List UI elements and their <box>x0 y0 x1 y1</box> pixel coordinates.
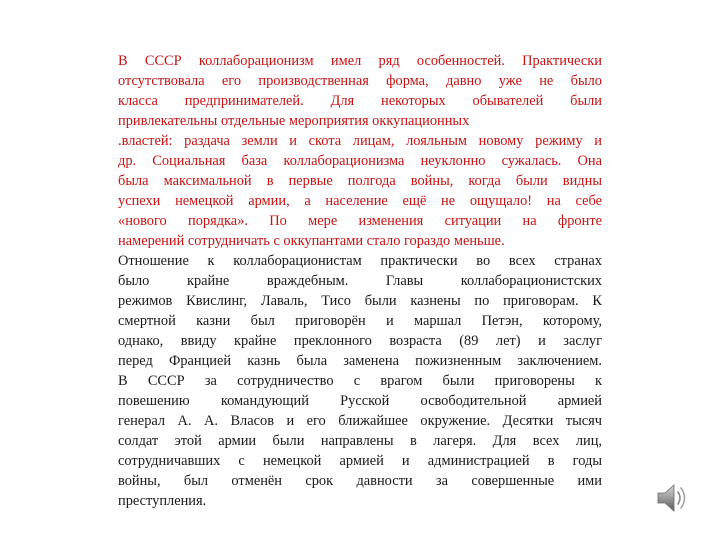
red-paragraph-line: В СССР коллаборационизм имел ряд особенностей. Практически <box>118 53 602 69</box>
red-paragraph-line: др. Социальная база коллаборационизма неуклонно сужалась. Она <box>118 153 602 169</box>
red-paragraph-line: была максимальной в первые полгода войны, когда были видны <box>118 173 602 189</box>
black-paragraph-line: Отношение к коллаборационистам практически во всех странах <box>118 253 602 269</box>
black-paragraph-line: было крайне враждебным. Главы коллаборационистских <box>118 273 602 289</box>
red-paragraph-line: успехи немецкой армии, а население ещё не ощущало! на себе <box>118 193 602 209</box>
black-paragraph-line: повешению командующий Русской освободительной армией <box>118 393 602 409</box>
red-paragraph-line: привлекательны отдельные мероприятия оккупационных <box>118 113 470 129</box>
red-paragraph-line: «нового порядка». По мере изменения ситуации на фронте <box>118 213 602 229</box>
black-paragraph-line: перед Францией казнь была заменена пожизненным заключением. <box>118 353 602 369</box>
black-paragraph-line: режимов Квислинг, Лаваль, Тисо были казнены по приговорам. К <box>118 293 602 309</box>
red-paragraph-line: намерений сотрудничать с оккупантами стало гораздо меньше. <box>118 233 505 249</box>
black-paragraph-line: генерал А. А. Власов и его ближайшее окружение. Десятки тысяч <box>118 413 602 429</box>
black-paragraph-line: смертной казни был приговорён и маршал Петэн, которому, <box>118 313 602 329</box>
black-paragraph-line: войны, был отменён срок давности за совершенные ими <box>118 473 602 489</box>
black-paragraph-line: преступления. <box>118 493 207 509</box>
red-paragraph-line: .властей: раздача земли и скота лицам, лояльным новому режиму и <box>118 133 602 149</box>
red-paragraph-line: класса предпринимателей. Для некоторых обывателей были <box>118 93 602 109</box>
black-paragraph-line: сотрудничавших с немецкой армией и администрацией в годы <box>118 453 602 469</box>
speaker-icon[interactable] <box>652 478 692 518</box>
black-paragraph-line: солдат этой армии были направлены в лагеря. Для всех лиц, <box>118 433 602 449</box>
black-paragraph-line: В СССР за сотрудничество с врагом были приговорены к <box>118 373 602 389</box>
black-paragraph-line: однако, ввиду крайне преклонного возраста (89 лет) и заслуг <box>118 333 602 349</box>
red-paragraph-line: отсутствовала его производственная форма, давно уже не было <box>118 73 602 89</box>
